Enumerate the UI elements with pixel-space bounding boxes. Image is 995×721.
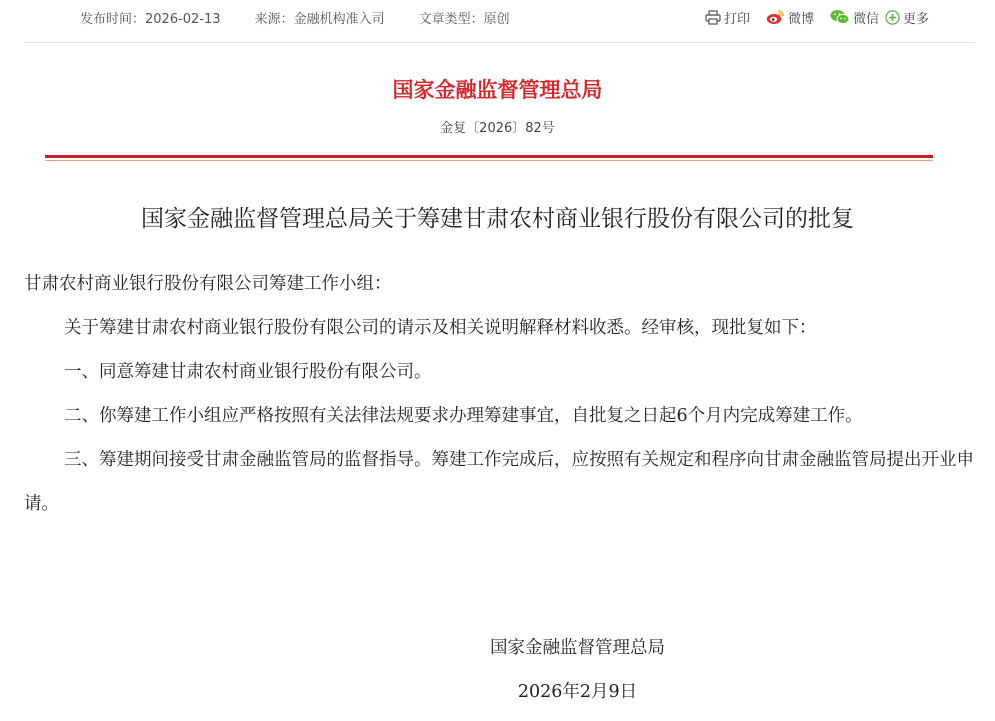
article-meta: [80, 7, 510, 27]
red-header-rule: [45, 155, 933, 158]
more-share-button[interactable]: [885, 8, 929, 27]
article-type-value: 原创: [483, 11, 510, 27]
publish-time-value: 2026-02-13: [145, 11, 221, 27]
wechat-label: 微信: [852, 11, 879, 27]
more-label: 更多: [902, 11, 929, 27]
document-body: [24, 262, 976, 526]
signature-date: 2026年2月9日: [517, 682, 638, 702]
body-paragraph: 二、你筹建工作小组应严格按照有关法律法规要求办理筹建事宜，自批复之日起6个月内完成筹建工作。: [64, 406, 863, 426]
top-divider: [24, 42, 975, 43]
wechat-icon: [830, 9, 850, 25]
red-header-rule-thin: [45, 160, 933, 161]
article-type-label: 文章类型：: [418, 11, 484, 27]
document-title: 国家金融监督管理总局关于筹建甘肃农村商业银行股份有限公司的批复: [141, 206, 854, 232]
document-number: 金复〔2026〕82号: [440, 121, 555, 136]
weibo-share-button[interactable]: [766, 8, 814, 27]
print-button[interactable]: [705, 8, 750, 27]
publish-time-label: 发布时间：: [80, 11, 146, 27]
print-label: 打印: [723, 11, 750, 27]
signature-authority: 国家金融监督管理总局: [490, 638, 665, 658]
plus-circle-icon: [885, 10, 900, 25]
body-paragraph: 三、筹建期间接受甘肃金融监管局的监督指导。筹建工作完成后，应按照有关规定和程序向甘肃金融监管局提出开业申请。: [24, 450, 974, 514]
article-type: [419, 8, 510, 27]
source: [255, 8, 385, 27]
wechat-share-button[interactable]: [830, 8, 879, 27]
salutation: 甘肃农村商业银行股份有限公司筹建工作小组：: [24, 274, 392, 294]
printer-icon: [705, 10, 721, 25]
share-toolbar: [705, 7, 929, 27]
weibo-label: 微博: [787, 11, 814, 27]
source-label: 来源：: [254, 11, 294, 27]
body-paragraph: 一、同意筹建甘肃农村商业银行股份有限公司。: [64, 362, 432, 382]
weibo-icon: [766, 9, 785, 25]
source-value: 金融机构准入司: [293, 11, 385, 27]
publish-time: [80, 8, 221, 27]
issuing-authority-header: 国家金融监督管理总局: [392, 77, 603, 102]
body-paragraph: 关于筹建甘肃农村商业银行股份有限公司的请示及相关说明解释材料收悉。经审核，现批复如下：: [64, 318, 817, 338]
